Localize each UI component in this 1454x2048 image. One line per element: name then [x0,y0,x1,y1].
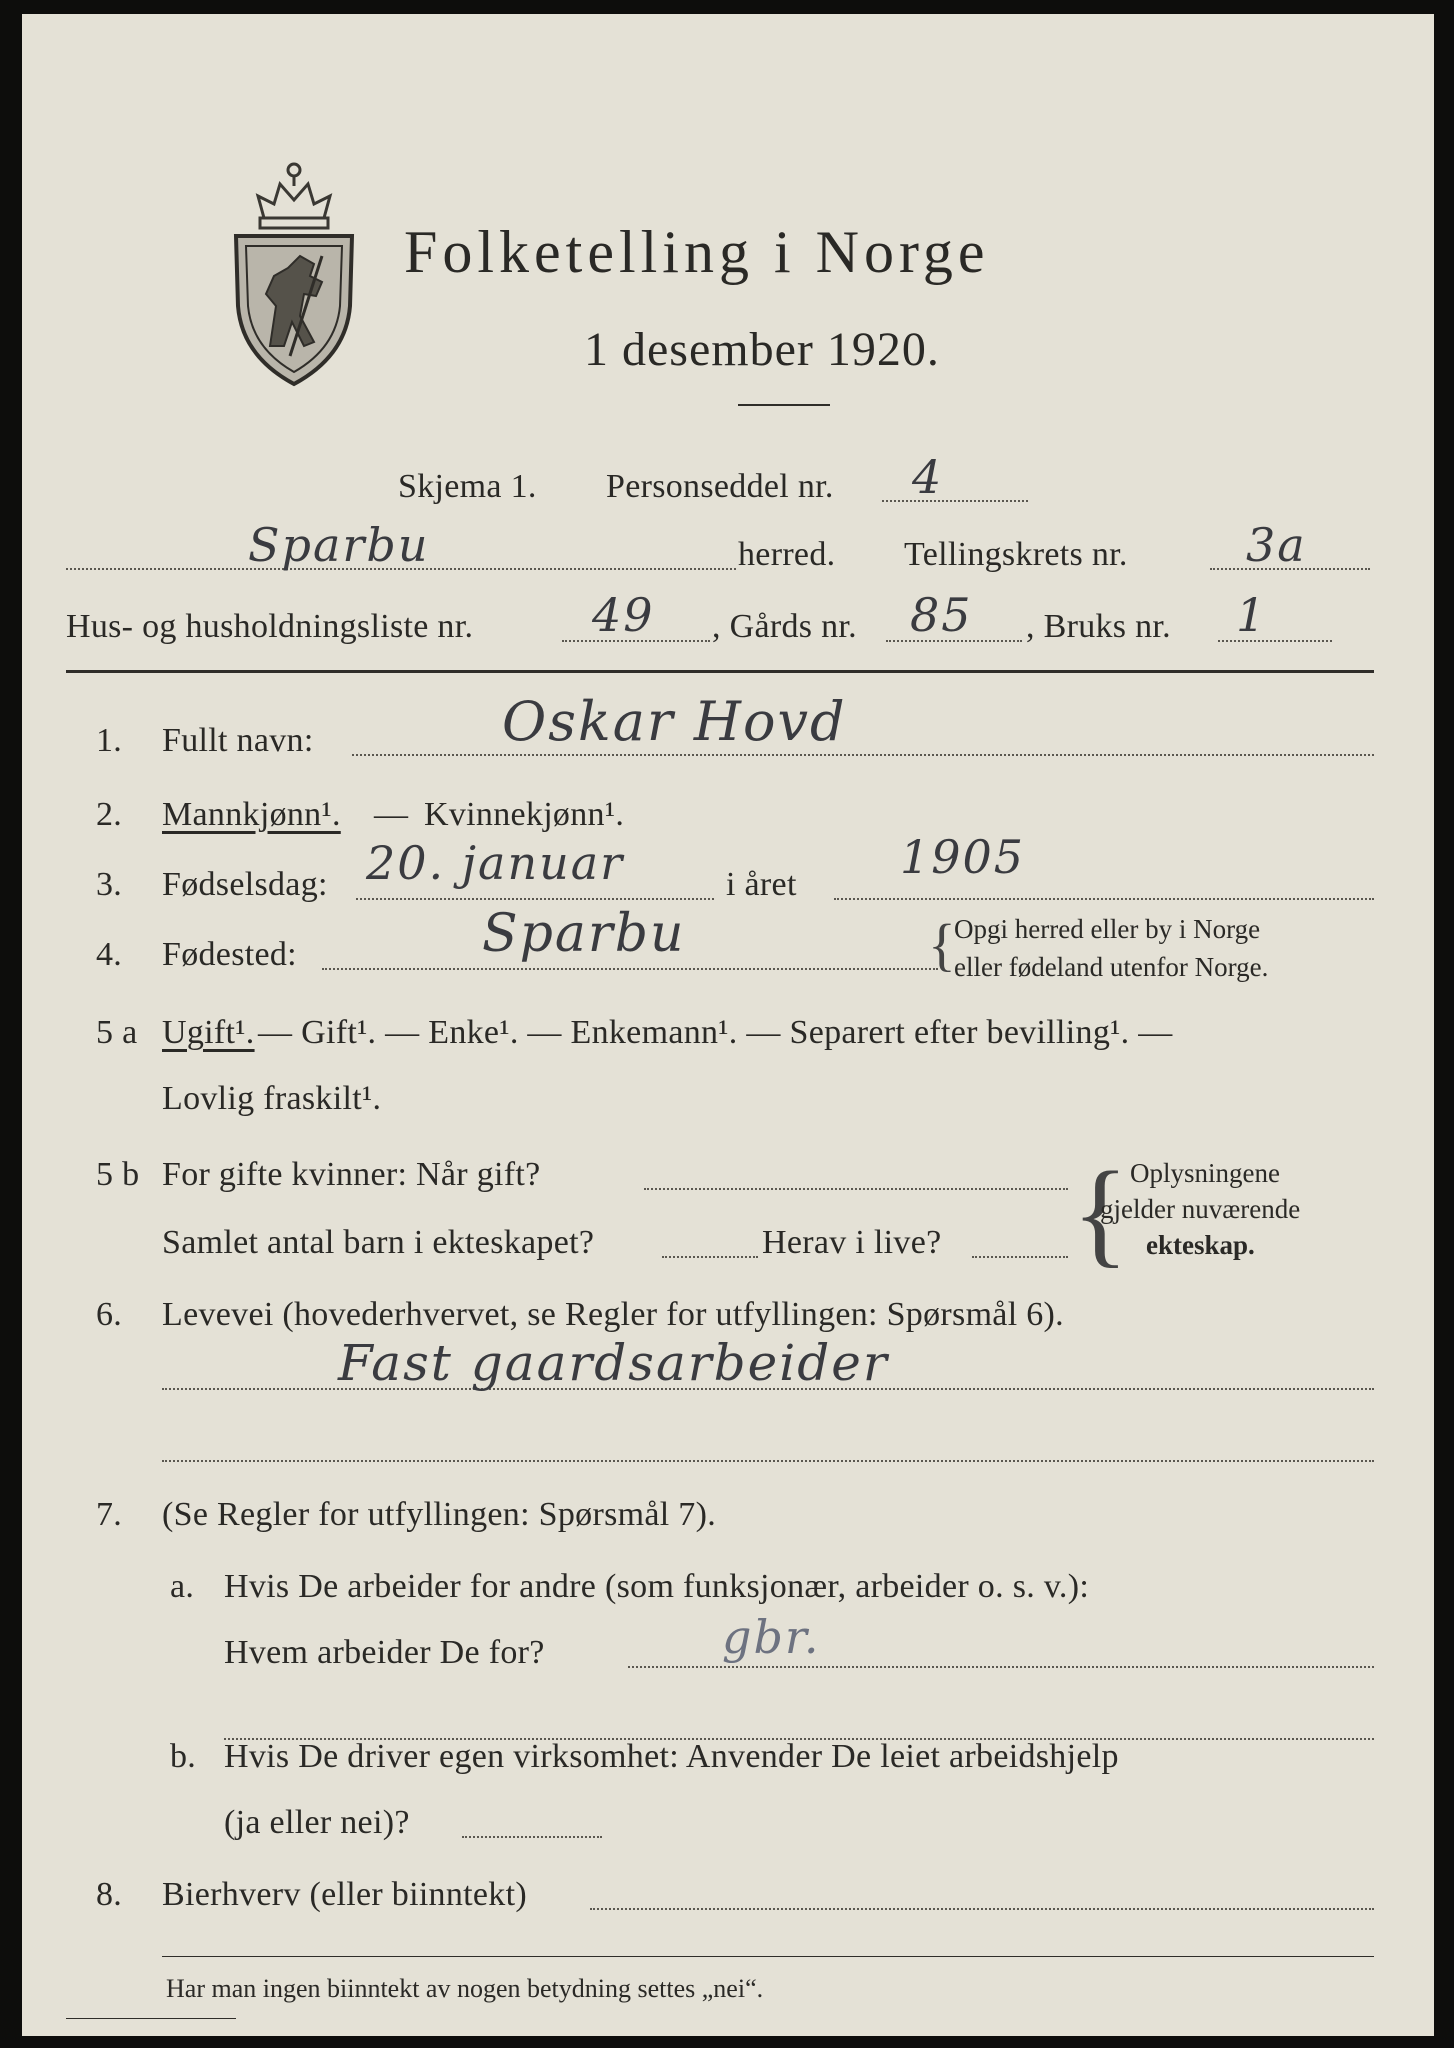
form-date: 1 desember 1920. [584,323,940,376]
q7b-question: (ja eller nei)? [224,1804,410,1841]
q5a-line2: Lovlig fraskilt¹. [162,1080,382,1117]
bruks-value: 1 [1236,588,1268,642]
q5b-live-label: Herav i live? [762,1224,942,1261]
bruks-label: , Bruks nr. [1026,608,1171,645]
q7a-question: Hvem arbeider De for? [224,1634,545,1671]
footer-divider [162,1956,1374,1957]
herred-label: herred. [738,536,836,573]
q2-number: 2. [96,796,123,833]
q7b-label: Hvis De driver egen virksomhet: Anvender De leiet arbeidshjelp [224,1738,1119,1775]
q3-day-value: 20. januar [366,836,625,890]
gards-label: , Gårds nr. [712,608,857,645]
q5b-live-line [972,1256,1068,1258]
q2-separator: — [374,796,409,833]
q7b-line [462,1836,602,1838]
q4-note-line2: eller fødeland utenfor Norge. [954,952,1269,982]
q1-line [352,754,1374,756]
form-title: Folketelling i Norge [404,219,990,285]
q7-number: 7. [96,1496,123,1533]
census-form-page [22,14,1434,2036]
personseddel-value: 4 [912,450,944,504]
personseddel-line [882,500,1028,502]
q4-number: 4. [96,936,123,973]
q8-number: 8. [96,1876,123,1913]
q1-number: 1. [96,722,123,759]
tellingskrets-value: 3a [1246,518,1307,572]
q5b-note-line1: Oplysningene [1130,1158,1280,1188]
herred-value: Sparbu [248,518,430,572]
q5b-label: For gifte kvinner: Når gift? [162,1156,541,1193]
q3-year-value: 1905 [900,830,1026,884]
q3-year-label: i året [726,866,797,903]
q5b-note-brace: { [1072,1147,1129,1278]
q7b-letter: b. [170,1738,197,1775]
q2-mannkjonn: Mannkjønn¹. [162,796,341,833]
q3-label: Fødselsdag: [162,866,328,903]
q5a-options: — Gift¹. — Enke¹. — Enkemann¹. — Separert efter bevilling¹. — [258,1014,1173,1051]
tellingskrets-label: Tellingskrets nr. [904,536,1128,573]
q5b-note-line2: gjelder nuværende [1100,1194,1301,1224]
q6-label: Levevei (hovederhvervet, se Regler for utfyllingen: Spørsmål 6). [162,1296,1064,1333]
q8-label: Bierhverv (eller biinntekt) [162,1876,527,1913]
q3-day-line [356,898,714,900]
q5a-ugift: Ugift¹. [162,1014,255,1051]
q5b-note-line3: ekteskap. [1146,1230,1255,1260]
q1-label: Fullt navn: [162,722,314,759]
q5a-number: 5 a [96,1014,138,1051]
q7a-label: Hvis De arbeider for andre (som funksjonær, arbeider o. s. v.): [224,1568,1090,1605]
q5b-barn-line [662,1256,758,1258]
q6-value: Fast gaardsarbeider [338,1334,889,1392]
q5b-married-line [644,1188,1068,1190]
header-divider [66,670,1374,673]
title-divider [738,404,830,406]
q5b-barn-label: Samlet antal barn i ekteskapet? [162,1224,595,1261]
personseddel-label: Personseddel nr. [606,468,834,505]
q1-value: Oskar Hovd [502,690,847,753]
skjema-label: Skjema 1. [398,468,537,505]
coat-of-arms-icon [230,156,358,388]
q7a-value: gbr. [722,1610,821,1664]
q3-number: 3. [96,866,123,903]
q7a-line [628,1666,1374,1668]
q6-number: 6. [96,1296,123,1333]
q4-value: Sparbu [482,904,686,964]
q7a-letter: a. [170,1568,195,1605]
q7-label: (Se Regler for utfyllingen: Spørsmål 7). [162,1496,717,1533]
gards-value: 85 [910,588,973,642]
husliste-value: 49 [592,588,655,642]
husliste-label: Hus- og husholdningsliste nr. [66,608,474,645]
q5b-number: 5 b [96,1156,140,1193]
q2-kvinnekjonn: Kvinnekjønn¹. [424,796,625,833]
q4-line [322,968,938,970]
q8-line [590,1908,1374,1910]
q4-note-line1: Opgi herred eller by i Norge [954,914,1261,944]
bottom-edge-rule [66,2018,236,2019]
q3-year-line [834,898,1374,900]
q4-label: Fødested: [162,936,297,973]
footer-note: Har man ingen biinntekt av nogen betydning settes „nei“. [166,1974,764,2003]
q6-line2 [162,1460,1374,1462]
q4-note-brace: { [928,912,956,977]
